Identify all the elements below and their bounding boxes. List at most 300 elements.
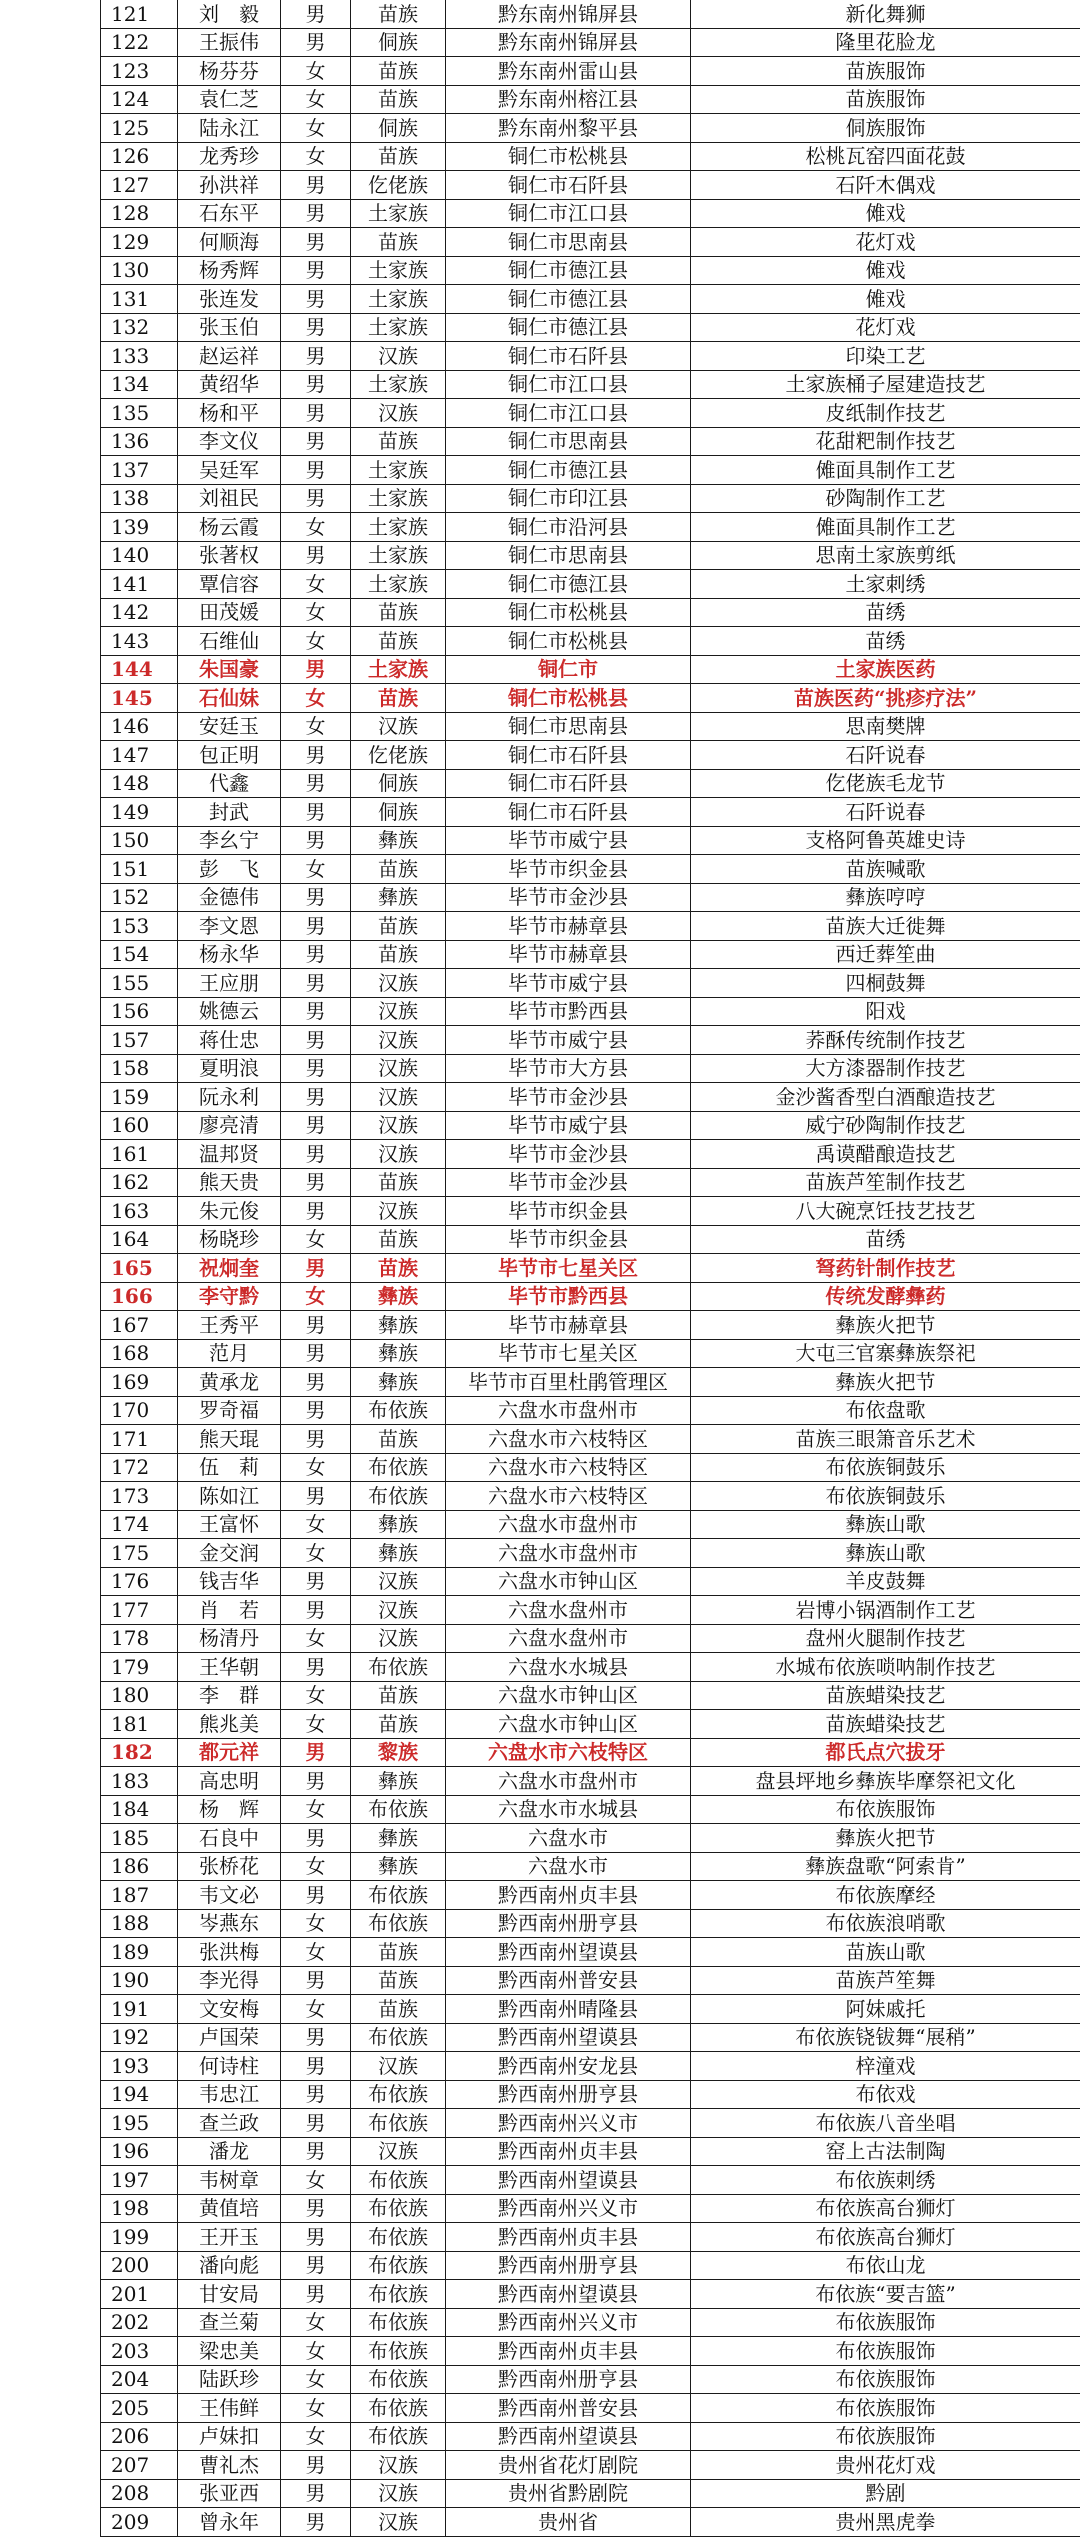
row-number: 143 <box>101 627 178 656</box>
row-number: 169 <box>101 1368 178 1397</box>
table-row <box>101 826 1080 855</box>
row-number: 157 <box>101 1026 178 1055</box>
table-row <box>101 912 1080 941</box>
heritage-item-cell: 阳戏 <box>691 997 1080 1026</box>
gender-cell: 男 <box>281 655 351 684</box>
ethnicity-cell: 土家族 <box>351 570 446 599</box>
heritage-item-cell: 彝族山歌 <box>691 1539 1080 1568</box>
name-cell: 曾永年 <box>178 2508 281 2537</box>
table-row <box>101 313 1080 342</box>
gender-cell: 男 <box>281 199 351 228</box>
row-number: 154 <box>101 940 178 969</box>
gender-cell: 男 <box>281 1368 351 1397</box>
table-row <box>101 1596 1080 1625</box>
row-number: 176 <box>101 1567 178 1596</box>
table-row <box>101 798 1080 827</box>
table-row <box>101 1824 1080 1853</box>
location-cell: 毕节市金沙县 <box>446 1083 691 1112</box>
table-row <box>101 2365 1080 2394</box>
ethnicity-cell: 苗族 <box>351 228 446 257</box>
table-row <box>101 228 1080 257</box>
heritage-item-cell: 金沙酱香型白酒酿造技艺 <box>691 1083 1080 1112</box>
location-cell: 六盘水市 <box>446 1824 691 1853</box>
table-row <box>101 940 1080 969</box>
name-cell: 伍 莉 <box>178 1453 281 1482</box>
row-number: 207 <box>101 2451 178 2480</box>
heritage-item-cell: 弩药针制作技艺 <box>691 1254 1080 1283</box>
row-number: 181 <box>101 1710 178 1739</box>
name-cell: 甘安局 <box>178 2280 281 2309</box>
location-cell: 铜仁市德江县 <box>446 456 691 485</box>
location-cell: 黔东南州锦屏县 <box>446 0 691 28</box>
name-cell: 石东平 <box>178 199 281 228</box>
table-row <box>101 2052 1080 2081</box>
table-row <box>101 199 1080 228</box>
ethnicity-cell: 布依族 <box>351 1453 446 1482</box>
gender-cell: 男 <box>281 1596 351 1625</box>
heritage-item-cell: 羊皮鼓舞 <box>691 1567 1080 1596</box>
row-number: 198 <box>101 2194 178 2223</box>
gender-cell: 男 <box>281 1026 351 1055</box>
ethnicity-cell: 土家族 <box>351 285 446 314</box>
table-row <box>101 1111 1080 1140</box>
ethnicity-cell: 汉族 <box>351 1567 446 1596</box>
name-cell: 熊兆美 <box>178 1710 281 1739</box>
ethnicity-cell: 布依族 <box>351 2194 446 2223</box>
heritage-item-cell: 岩博小锅酒制作工艺 <box>691 1596 1080 1625</box>
heritage-item-cell: 苗族芦笙舞 <box>691 1966 1080 1995</box>
heritage-item-cell: 石阡木偶戏 <box>691 171 1080 200</box>
table-row <box>101 997 1080 1026</box>
ethnicity-cell: 土家族 <box>351 655 446 684</box>
location-cell: 黔西南州望谟县 <box>446 2023 691 2052</box>
row-number: 197 <box>101 2166 178 2195</box>
ethnicity-cell: 苗族 <box>351 940 446 969</box>
gender-cell: 男 <box>281 2109 351 2138</box>
table-row <box>101 2166 1080 2195</box>
gender-cell: 男 <box>281 1197 351 1226</box>
location-cell: 铜仁市松桃县 <box>446 627 691 656</box>
table-row <box>101 1254 1080 1283</box>
ethnicity-cell: 苗族 <box>351 1225 446 1254</box>
heritage-item-cell: 水城布依族唢呐制作技艺 <box>691 1653 1080 1682</box>
name-cell: 韦文必 <box>178 1881 281 1910</box>
table-row <box>101 1197 1080 1226</box>
gender-cell: 女 <box>281 1624 351 1653</box>
row-number: 174 <box>101 1510 178 1539</box>
location-cell: 六盘水市钟山区 <box>446 1681 691 1710</box>
ethnicity-cell: 汉族 <box>351 2137 446 2166</box>
table-row <box>101 1168 1080 1197</box>
heritage-item-cell: 布依族铜鼓乐 <box>691 1453 1080 1482</box>
name-cell: 陆永江 <box>178 114 281 143</box>
name-cell: 梁忠美 <box>178 2337 281 2366</box>
location-cell: 铜仁市德江县 <box>446 285 691 314</box>
table-row <box>101 627 1080 656</box>
table-row <box>101 1852 1080 1881</box>
name-cell: 张亚西 <box>178 2479 281 2508</box>
name-cell: 黄绍华 <box>178 370 281 399</box>
gender-cell: 男 <box>281 370 351 399</box>
location-cell: 黔东南州黎平县 <box>446 114 691 143</box>
table-row <box>101 570 1080 599</box>
name-cell: 李光得 <box>178 1966 281 1995</box>
row-number: 199 <box>101 2223 178 2252</box>
ethnicity-cell: 布依族 <box>351 2394 446 2423</box>
table-row <box>101 114 1080 143</box>
name-cell: 熊天琨 <box>178 1425 281 1454</box>
gender-cell: 女 <box>281 85 351 114</box>
table-row <box>101 2080 1080 2109</box>
heritage-item-cell: 苗绣 <box>691 598 1080 627</box>
ethnicity-cell: 汉族 <box>351 1083 446 1112</box>
row-number: 156 <box>101 997 178 1026</box>
row-number: 203 <box>101 2337 178 2366</box>
heritage-item-cell: 布依族摩经 <box>691 1881 1080 1910</box>
location-cell: 六盘水市盘州市 <box>446 1539 691 1568</box>
location-cell: 黔西南州晴隆县 <box>446 1995 691 2024</box>
ethnicity-cell: 土家族 <box>351 199 446 228</box>
gender-cell: 男 <box>281 1140 351 1169</box>
row-number: 180 <box>101 1681 178 1710</box>
location-cell: 毕节市赫章县 <box>446 940 691 969</box>
location-cell: 毕节市织金县 <box>446 1225 691 1254</box>
inheritor-table <box>100 0 1080 2537</box>
row-number: 137 <box>101 456 178 485</box>
heritage-item-cell: 布依族服饰 <box>691 2422 1080 2451</box>
row-number: 187 <box>101 1881 178 1910</box>
row-number: 130 <box>101 256 178 285</box>
row-number: 179 <box>101 1653 178 1682</box>
heritage-item-cell: 苗绣 <box>691 627 1080 656</box>
table-row <box>101 2137 1080 2166</box>
table-row <box>101 1567 1080 1596</box>
ethnicity-cell: 汉族 <box>351 1624 446 1653</box>
row-number: 139 <box>101 513 178 542</box>
location-cell: 铜仁市江口县 <box>446 370 691 399</box>
row-number: 178 <box>101 1624 178 1653</box>
name-cell: 李幺宁 <box>178 826 281 855</box>
location-cell: 毕节市七星关区 <box>446 1254 691 1283</box>
gender-cell: 男 <box>281 1824 351 1853</box>
gender-cell: 男 <box>281 484 351 513</box>
heritage-item-cell: 布依山龙 <box>691 2251 1080 2280</box>
ethnicity-cell: 苗族 <box>351 627 446 656</box>
row-number: 195 <box>101 2109 178 2138</box>
ethnicity-cell: 布依族 <box>351 2109 446 2138</box>
heritage-item-cell: 西迁葬笙曲 <box>691 940 1080 969</box>
ethnicity-cell: 黎族 <box>351 1738 446 1767</box>
name-cell: 韦忠江 <box>178 2080 281 2109</box>
row-number: 196 <box>101 2137 178 2166</box>
gender-cell: 男 <box>281 2194 351 2223</box>
name-cell: 韦树章 <box>178 2166 281 2195</box>
heritage-item-cell: 布依盘歌 <box>691 1396 1080 1425</box>
table-row <box>101 2194 1080 2223</box>
table-row <box>101 1282 1080 1311</box>
gender-cell: 女 <box>281 57 351 86</box>
gender-cell: 女 <box>281 1453 351 1482</box>
name-cell: 陈如江 <box>178 1482 281 1511</box>
gender-cell: 女 <box>281 1852 351 1881</box>
heritage-item-cell: 彝族哼哼 <box>691 883 1080 912</box>
heritage-item-cell: 砂陶制作工艺 <box>691 484 1080 513</box>
location-cell: 六盘水市盘州市 <box>446 1767 691 1796</box>
row-number: 147 <box>101 741 178 770</box>
location-cell: 黔西南州贞丰县 <box>446 1881 691 1910</box>
name-cell: 封武 <box>178 798 281 827</box>
ethnicity-cell: 汉族 <box>351 712 446 741</box>
location-cell: 铜仁市德江县 <box>446 313 691 342</box>
ethnicity-cell: 苗族 <box>351 855 446 884</box>
table-row <box>101 712 1080 741</box>
location-cell: 六盘水市六枝特区 <box>446 1738 691 1767</box>
table-row <box>101 85 1080 114</box>
ethnicity-cell: 汉族 <box>351 2451 446 2480</box>
row-number: 192 <box>101 2023 178 2052</box>
gender-cell: 男 <box>281 171 351 200</box>
location-cell: 铜仁市 <box>446 655 691 684</box>
row-number: 125 <box>101 114 178 143</box>
name-cell: 吴廷军 <box>178 456 281 485</box>
row-number: 124 <box>101 85 178 114</box>
heritage-item-cell: 大方漆器制作技艺 <box>691 1054 1080 1083</box>
table-row <box>101 541 1080 570</box>
row-number: 131 <box>101 285 178 314</box>
location-cell: 六盘水市盘州市 <box>446 1396 691 1425</box>
row-number: 163 <box>101 1197 178 1226</box>
gender-cell: 女 <box>281 1225 351 1254</box>
heritage-item-cell: 侗族服饰 <box>691 114 1080 143</box>
heritage-item-cell: 苗族医药“挑疹疗法” <box>691 684 1080 713</box>
name-cell: 夏明浪 <box>178 1054 281 1083</box>
table-row <box>101 2422 1080 2451</box>
location-cell: 黔西南州普安县 <box>446 2394 691 2423</box>
gender-cell: 女 <box>281 1282 351 1311</box>
ethnicity-cell: 苗族 <box>351 1966 446 1995</box>
location-cell: 六盘水市钟山区 <box>446 1567 691 1596</box>
gender-cell: 男 <box>281 798 351 827</box>
location-cell: 毕节市赫章县 <box>446 912 691 941</box>
gender-cell: 女 <box>281 684 351 713</box>
table-row <box>101 1966 1080 1995</box>
gender-cell: 男 <box>281 2451 351 2480</box>
name-cell: 都元祥 <box>178 1738 281 1767</box>
table-row <box>101 513 1080 542</box>
name-cell: 肖 若 <box>178 1596 281 1625</box>
name-cell: 熊天贵 <box>178 1168 281 1197</box>
row-number: 209 <box>101 2508 178 2537</box>
table-row <box>101 1738 1080 1767</box>
name-cell: 王华朝 <box>178 1653 281 1682</box>
gender-cell: 女 <box>281 598 351 627</box>
heritage-item-cell: 石阡说春 <box>691 798 1080 827</box>
name-cell: 杨芬芬 <box>178 57 281 86</box>
gender-cell: 女 <box>281 1710 351 1739</box>
ethnicity-cell: 土家族 <box>351 484 446 513</box>
name-cell: 李守黔 <box>178 1282 281 1311</box>
ethnicity-cell: 土家族 <box>351 370 446 399</box>
row-number: 148 <box>101 769 178 798</box>
location-cell: 黔西南州安龙县 <box>446 2052 691 2081</box>
ethnicity-cell: 汉族 <box>351 1596 446 1625</box>
row-number: 150 <box>101 826 178 855</box>
location-cell: 黔西南州兴义市 <box>446 2194 691 2223</box>
name-cell: 赵运祥 <box>178 342 281 371</box>
name-cell: 李文恩 <box>178 912 281 941</box>
heritage-item-cell: 布依族服饰 <box>691 2394 1080 2423</box>
gender-cell: 男 <box>281 0 351 28</box>
row-number: 122 <box>101 28 178 57</box>
location-cell: 毕节市金沙县 <box>446 1168 691 1197</box>
heritage-item-cell: 花灯戏 <box>691 313 1080 342</box>
heritage-item-cell: 花甜粑制作技艺 <box>691 427 1080 456</box>
table-body <box>101 0 1080 2536</box>
name-cell: 文安梅 <box>178 1995 281 2024</box>
ethnicity-cell: 彝族 <box>351 826 446 855</box>
name-cell: 王振伟 <box>178 28 281 57</box>
row-number: 134 <box>101 370 178 399</box>
location-cell: 黔西南州册亨县 <box>446 2251 691 2280</box>
table-row <box>101 969 1080 998</box>
location-cell: 铜仁市江口县 <box>446 199 691 228</box>
ethnicity-cell: 土家族 <box>351 456 446 485</box>
heritage-item-cell: 苗族芦笙制作技艺 <box>691 1168 1080 1197</box>
name-cell: 王伟鲜 <box>178 2394 281 2423</box>
heritage-item-cell: 新化舞狮 <box>691 0 1080 28</box>
location-cell: 黔东南州雷山县 <box>446 57 691 86</box>
heritage-item-cell: 土家刺绣 <box>691 570 1080 599</box>
name-cell: 罗奇福 <box>178 1396 281 1425</box>
heritage-item-cell: 传统发酵彝药 <box>691 1282 1080 1311</box>
location-cell: 贵州省 <box>446 2508 691 2537</box>
table-row <box>101 655 1080 684</box>
name-cell: 石仙妹 <box>178 684 281 713</box>
gender-cell: 女 <box>281 142 351 171</box>
ethnicity-cell: 汉族 <box>351 1140 446 1169</box>
gender-cell: 男 <box>281 2508 351 2537</box>
table-row <box>101 1054 1080 1083</box>
gender-cell: 女 <box>281 1909 351 1938</box>
heritage-item-cell: 彝族山歌 <box>691 1510 1080 1539</box>
heritage-item-cell: 盘州火腿制作技艺 <box>691 1624 1080 1653</box>
name-cell: 杨云霞 <box>178 513 281 542</box>
table-row <box>101 1368 1080 1397</box>
heritage-item-cell: 布依族“要吉篮” <box>691 2280 1080 2309</box>
name-cell: 李文仪 <box>178 427 281 456</box>
heritage-item-cell: 傩戏 <box>691 199 1080 228</box>
location-cell: 毕节市威宁县 <box>446 1111 691 1140</box>
gender-cell: 男 <box>281 342 351 371</box>
location-cell: 黔西南州兴义市 <box>446 2308 691 2337</box>
row-number: 145 <box>101 684 178 713</box>
name-cell: 卢妹扣 <box>178 2422 281 2451</box>
ethnicity-cell: 苗族 <box>351 1425 446 1454</box>
heritage-item-cell: 都氏点穴拔牙 <box>691 1738 1080 1767</box>
name-cell: 范月 <box>178 1339 281 1368</box>
heritage-item-cell: 皮纸制作技艺 <box>691 399 1080 428</box>
gender-cell: 女 <box>281 1539 351 1568</box>
row-number: 127 <box>101 171 178 200</box>
ethnicity-cell: 布依族 <box>351 2337 446 2366</box>
name-cell: 陆跃珍 <box>178 2365 281 2394</box>
heritage-item-cell: 石阡说春 <box>691 741 1080 770</box>
location-cell: 黔西南州贞丰县 <box>446 2223 691 2252</box>
table-row <box>101 883 1080 912</box>
ethnicity-cell: 苗族 <box>351 684 446 713</box>
row-number: 193 <box>101 2052 178 2081</box>
gender-cell: 男 <box>281 2280 351 2309</box>
gender-cell: 男 <box>281 1966 351 1995</box>
location-cell: 黔西南州普安县 <box>446 1966 691 1995</box>
name-cell: 王秀平 <box>178 1311 281 1340</box>
row-number: 129 <box>101 228 178 257</box>
ethnicity-cell: 布依族 <box>351 2223 446 2252</box>
table-row <box>101 1653 1080 1682</box>
heritage-item-cell: 布依族服饰 <box>691 2365 1080 2394</box>
ethnicity-cell: 布依族 <box>351 2080 446 2109</box>
location-cell: 毕节市威宁县 <box>446 1026 691 1055</box>
table-row <box>101 2251 1080 2280</box>
ethnicity-cell: 汉族 <box>351 2479 446 2508</box>
row-number: 128 <box>101 199 178 228</box>
ethnicity-cell: 布依族 <box>351 1795 446 1824</box>
name-cell: 石维仙 <box>178 627 281 656</box>
ethnicity-cell: 苗族 <box>351 1681 446 1710</box>
row-number: 205 <box>101 2394 178 2423</box>
gender-cell: 男 <box>281 1054 351 1083</box>
ethnicity-cell: 彝族 <box>351 1339 446 1368</box>
row-number: 160 <box>101 1111 178 1140</box>
heritage-item-cell: 苗族喊歌 <box>691 855 1080 884</box>
ethnicity-cell: 布依族 <box>351 1909 446 1938</box>
location-cell: 黔西南州贞丰县 <box>446 2337 691 2366</box>
heritage-item-cell: 布依族八音坐唱 <box>691 2109 1080 2138</box>
heritage-item-cell: 荞酥传统制作技艺 <box>691 1026 1080 1055</box>
ethnicity-cell: 布依族 <box>351 2308 446 2337</box>
location-cell: 铜仁市德江县 <box>446 256 691 285</box>
gender-cell: 女 <box>281 1995 351 2024</box>
row-number: 172 <box>101 1453 178 1482</box>
row-number: 136 <box>101 427 178 456</box>
gender-cell: 女 <box>281 2308 351 2337</box>
location-cell: 铜仁市思南县 <box>446 541 691 570</box>
gender-cell: 男 <box>281 2080 351 2109</box>
table-row <box>101 1311 1080 1340</box>
name-cell: 金德伟 <box>178 883 281 912</box>
location-cell: 黔西南州册亨县 <box>446 2365 691 2394</box>
gender-cell: 女 <box>281 712 351 741</box>
ethnicity-cell: 汉族 <box>351 969 446 998</box>
location-cell: 毕节市七星关区 <box>446 1339 691 1368</box>
name-cell: 龙秀珍 <box>178 142 281 171</box>
name-cell: 彭 飞 <box>178 855 281 884</box>
ethnicity-cell: 彝族 <box>351 1852 446 1881</box>
gender-cell: 男 <box>281 1767 351 1796</box>
ethnicity-cell: 苗族 <box>351 57 446 86</box>
gender-cell: 女 <box>281 2166 351 2195</box>
name-cell: 阮永利 <box>178 1083 281 1112</box>
table-row <box>101 2337 1080 2366</box>
row-number: 206 <box>101 2422 178 2451</box>
gender-cell: 男 <box>281 883 351 912</box>
row-number: 202 <box>101 2308 178 2337</box>
gender-cell: 男 <box>281 741 351 770</box>
heritage-item-cell: 贵州黑虎拳 <box>691 2508 1080 2537</box>
ethnicity-cell: 布依族 <box>351 2166 446 2195</box>
heritage-item-cell: 傩面具制作工艺 <box>691 456 1080 485</box>
heritage-item-cell: 布依族高台狮灯 <box>691 2223 1080 2252</box>
